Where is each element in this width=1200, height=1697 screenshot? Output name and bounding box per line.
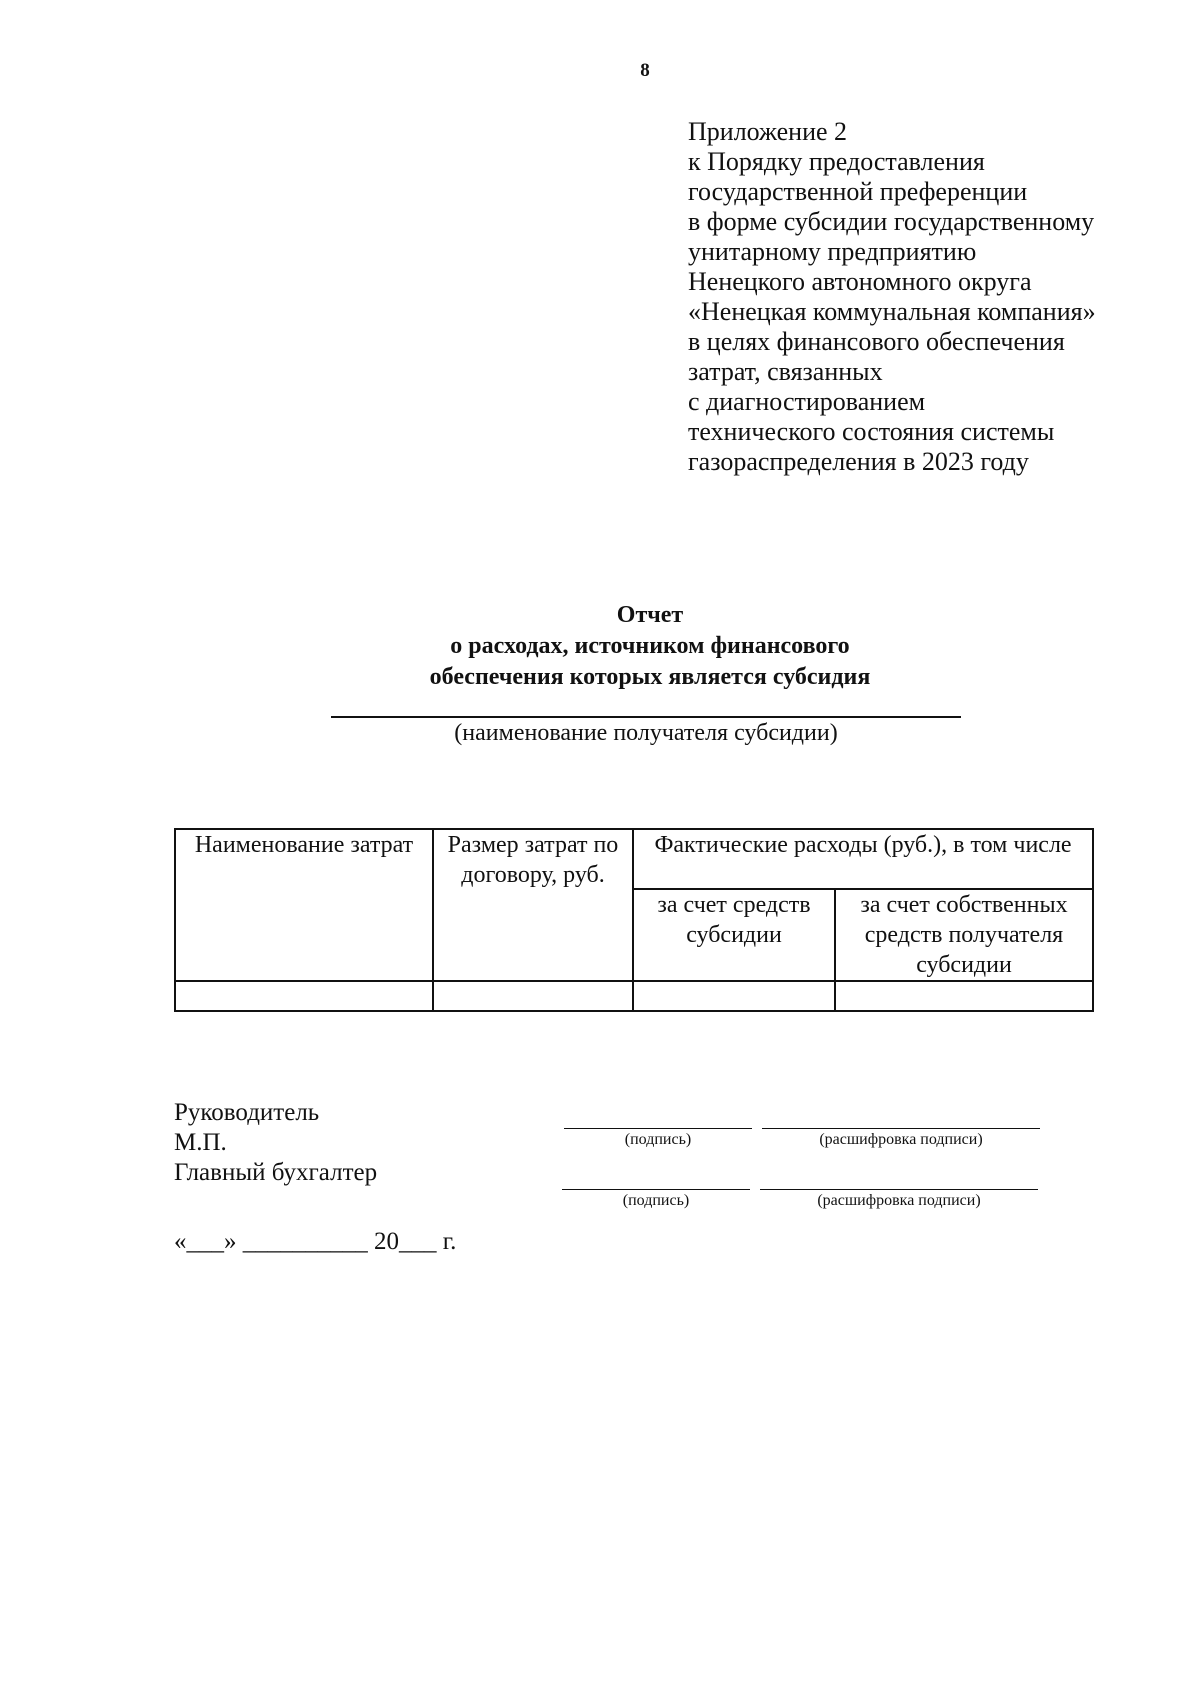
appendix-line: с диагностированием (688, 387, 926, 416)
appendix-line: Ненецкого автономного округа (688, 267, 1032, 296)
expenses-table (174, 828, 1094, 1012)
table-cell (175, 981, 433, 1011)
appendix-line: государственной преференции (688, 177, 1028, 206)
header-contract-amount: Размер затрат по договору, руб. (433, 829, 633, 981)
stamp-label: М.П. (174, 1129, 227, 1156)
header-actual-expenses: Фактические расходы (руб.), в том числе (633, 829, 1093, 889)
appendix-line: в целях финансового обеспечения (688, 327, 1065, 356)
report-title-line: обеспечения которых является субсидия (429, 664, 871, 690)
accountant-signature-caption: (подпись) (622, 1192, 690, 1209)
appendix-line: в форме субсидии государственному (688, 207, 1095, 236)
table-cell (633, 981, 835, 1011)
page-number: 8 (640, 60, 650, 81)
header-cost-name: Наименование затрат (175, 829, 433, 981)
signature-labels (174, 1098, 377, 1188)
head-label: Руководитель (174, 1099, 320, 1126)
accountant-decoding-line (760, 1189, 1038, 1190)
report-title (300, 600, 1000, 693)
table-row (175, 981, 1093, 1011)
header-own-funds: за счет собственных средств получателя субсидии (835, 889, 1093, 981)
table-cell (835, 981, 1093, 1011)
appendix-line: затрат, связанных (688, 357, 883, 386)
appendix-block (688, 117, 1168, 477)
appendix-line: унитарному предприятию (688, 237, 977, 266)
appendix-line: «Ненецкая коммунальная компания» (688, 297, 1096, 326)
recipient-name-line (331, 716, 961, 718)
header-subsidy-funds: за счет средств субсидии (633, 889, 835, 981)
head-signature-caption: (подпись) (624, 1131, 692, 1148)
date-line: «___» __________ 20___ г. (174, 1228, 457, 1255)
report-title-line: о расходах, источником финансового (450, 633, 850, 659)
appendix-line: к Порядку предоставления (688, 147, 985, 176)
accountant-decoding-caption: (расшифровка подписи) (817, 1192, 981, 1209)
accountant-label: Главный бухгалтер (174, 1159, 378, 1186)
report-title-line: Отчет (616, 602, 684, 628)
appendix-line: Приложение 2 (688, 117, 848, 146)
appendix-line: технического состояния системы (688, 417, 1055, 446)
head-signature-line (564, 1128, 752, 1129)
table-cell (433, 981, 633, 1011)
head-decoding-line (762, 1128, 1040, 1129)
head-decoding-caption: (расшифровка подписи) (819, 1131, 983, 1148)
appendix-line: газораспределения в 2023 году (688, 447, 1029, 476)
accountant-signature-line (562, 1189, 750, 1190)
recipient-caption: (наименование получателя субсидии) (454, 720, 838, 746)
